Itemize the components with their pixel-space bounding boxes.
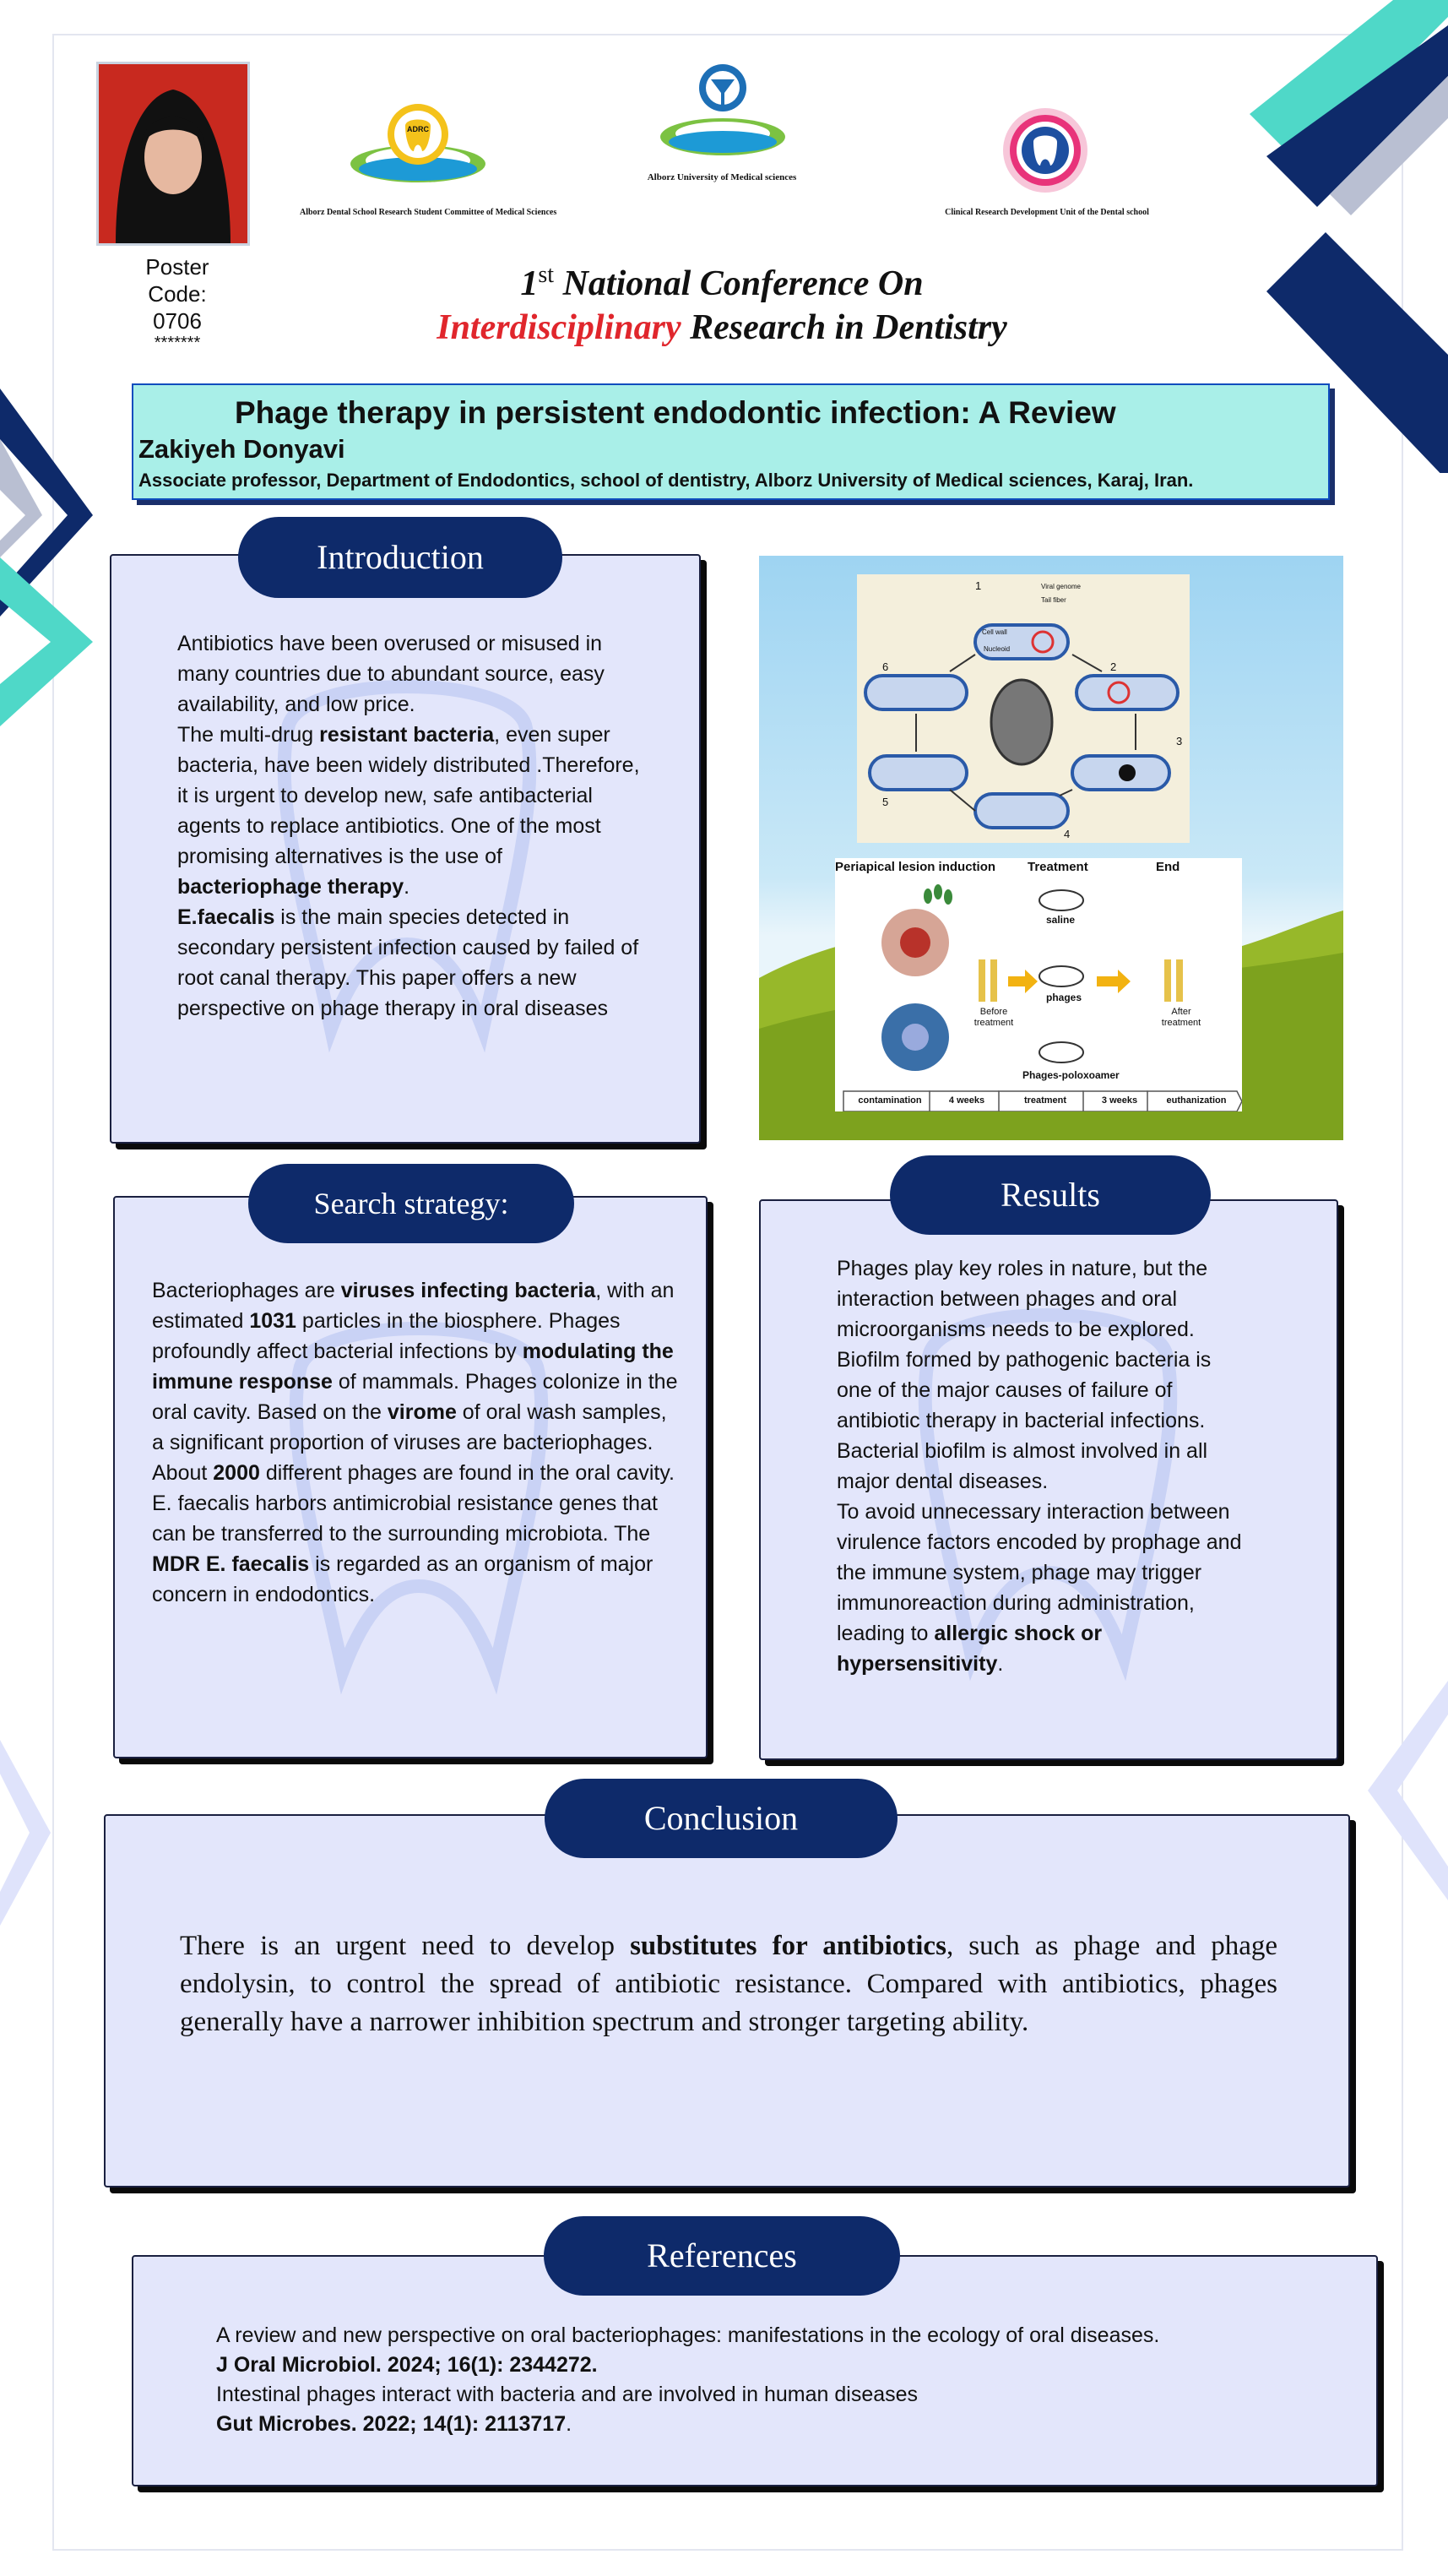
adrc-badge: ADRC: [407, 125, 429, 133]
introduction-panel: [110, 554, 701, 1144]
timeline-treatment: treatment: [1023, 1095, 1067, 1106]
poster-code-number: 0706: [153, 308, 202, 334]
search-strategy-heading: Search strategy:: [248, 1164, 574, 1243]
references-text: [216, 2321, 1348, 2439]
text-run-4: particles in the biosphere. Phages profoundly affect bacterial infections by: [152, 1309, 621, 1363]
experiment-phages-label: phages: [1046, 992, 1082, 1003]
bold-run-0: J Oral Microbiol. 2024; 16(1): 2344272.: [216, 2353, 598, 2377]
reference-2-citation: [216, 2410, 1348, 2439]
clinical-unit-caption: Clinical Research Development Unit of the Dental school: [945, 208, 1149, 217]
bold-run-0: Gut Microbes. 2022; 14(1): 2113717: [216, 2412, 567, 2436]
text-run-2: is regarded as an organism of major concern in endodontics.: [152, 1552, 653, 1606]
text-run-0: Antibiotics have been overused or misused in many countries due to abundant source, easy availability, and low price.: [177, 632, 605, 716]
conference-title-line-2-text: Research in Dentistry: [690, 308, 1007, 347]
poster-title: Phage therapy in persistent endodontic infection: A Review: [235, 395, 1116, 430]
reference-1-title: [216, 2321, 1348, 2350]
university-logo: [655, 61, 790, 162]
lifecycle-step-2: 2: [1110, 660, 1117, 673]
text-run-2: , such as phage and phage endolysin, to control the spread of antibiotic resistance. Compared with antibiotics, phages generally have a narrower inhibition spectrum and stronger targeting ability.: [180, 1931, 1278, 2037]
bold-run-9: 2000: [213, 1461, 260, 1485]
conclusion-panel: [104, 1814, 1350, 2187]
search-strategy-paragraph-2: [152, 1488, 684, 1610]
lifecycle-step-1: 1: [975, 579, 982, 592]
conclusion-paragraph-1: [180, 1927, 1277, 2041]
results-paragraph-1: [837, 1253, 1242, 1497]
bold-run-1: substitutes for antibiotics: [630, 1931, 946, 1961]
text-run-2: , even super bacteria, have been widely distributed .Therefore, it is urgent to develop new, safe antibacterial agents to replace antibiotics. One of the most promising alternatives is the use of: [177, 723, 640, 868]
timeline-3-weeks: 3 weeks: [1101, 1095, 1138, 1106]
results-panel: [759, 1199, 1338, 1760]
lifecycle-step-3: 3: [1176, 735, 1183, 747]
search-strategy-paragraph-1: [152, 1275, 684, 1488]
dental-student-committee-logo: [346, 88, 490, 198]
lifecycle-step-6: 6: [882, 660, 889, 673]
lifecycle-cell-wall-label: Cell wall: [982, 628, 1007, 636]
introduction-text: [177, 628, 650, 1024]
poster-code-stars: *******: [154, 334, 201, 352]
text-run-1: .: [566, 2412, 572, 2436]
text-run-6: of mammals. Phages colonize in the oral cavity. Based on the: [152, 1370, 678, 1424]
results-heading: Results: [890, 1155, 1211, 1235]
bold-run-1: resistant bacteria: [319, 723, 495, 747]
bold-run-1: MDR E. faecalis: [152, 1552, 310, 1576]
bold-run-7: virome: [387, 1400, 457, 1424]
reference-1-citation: [216, 2350, 1348, 2380]
lifecycle-nucleoid-label: Nucleoid: [984, 645, 1011, 653]
timeline-euthanization: euthanization: [1166, 1095, 1227, 1106]
author-affiliation: Associate professor, Department of Endodontics, school of dentistry, Alborz University of Medical sciences, Karaj, Iran.: [138, 470, 1194, 491]
reference-2-title: [216, 2380, 1348, 2410]
experiment-before-label: Before treatment: [973, 1007, 1014, 1028]
conference-title-line-1: [279, 253, 1165, 306]
poster-title-block: [132, 383, 1330, 500]
text-run-10: different phages are found in the oral cavity.: [259, 1461, 675, 1485]
text-run-0: Phages play key roles in nature, but the interaction between phages and oral microorganisms needs to be explored. Biofilm formed by pathogenic bacteria is one of the major causes of failure of antibiotic therapy in bacterial infections. Bacterial biofilm is almost involved in all major dental diseases.: [837, 1257, 1212, 1493]
decorative-faint-chevron-left: [0, 1740, 59, 1959]
bold-run-1: allergic shock or hypersensitivity: [837, 1622, 1103, 1676]
experiment-col-lesion: Periapical lesion induction: [835, 860, 996, 874]
author-photo: [96, 62, 250, 246]
conference-ordinal-number: 1: [520, 264, 539, 303]
conference-title-line-2: [279, 306, 1165, 350]
lifecycle-tail-fiber-label: Tail fiber: [1041, 596, 1066, 604]
conference-title: [279, 253, 1165, 350]
text-run-0: To avoid unnecessary interaction between virulence factors encoded by prophage and the immune system, phage may trigger immunoreaction during administration, leading to: [837, 1500, 1242, 1645]
text-run-2: , with an estimated: [152, 1279, 675, 1333]
introduction-heading: Introduction: [238, 517, 562, 598]
text-run-1: is the main species detected in secondary persistent infection caused by failed of root canal therapy. This paper offers a new perspective on phage therapy in oral diseases: [177, 905, 639, 1020]
text-run-0: The multi-drug: [177, 723, 320, 747]
text-run-8: of oral wash samples, a significant proportion of viruses are bacteriophages. About: [152, 1400, 667, 1485]
conference-ordinal-suffix: st: [538, 262, 555, 288]
search-strategy-panel: [113, 1196, 708, 1758]
conference-title-highlight: Interdisciplinary: [437, 308, 681, 347]
university-caption: Alborz University of Medical sciences: [647, 172, 797, 182]
experiment-saline-label: saline: [1046, 914, 1076, 926]
text-run-0: Bacteriophages are: [152, 1279, 341, 1302]
conference-title-line-1-text: National Conference On: [562, 264, 924, 303]
introduction-paragraph-1: [177, 628, 650, 720]
clinical-unit-logo: [1001, 106, 1089, 194]
decorative-chevrons-left: [0, 389, 101, 743]
text-run-2: .: [997, 1652, 1004, 1676]
results-text: [837, 1253, 1242, 1679]
poster-code-line-2: Code:: [148, 281, 207, 307]
bold-run-5: modulating the immune response: [152, 1340, 674, 1394]
lifecycle-step-5: 5: [882, 796, 889, 808]
introduction-paragraph-3: [177, 902, 650, 1024]
bold-run-1: viruses infecting bacteria: [340, 1279, 596, 1302]
poster-code: [127, 253, 228, 351]
dental-student-committee-caption: Alborz Dental School Research Student Committee of Medical Sciences: [300, 208, 557, 217]
text-run-0: Intestinal phages interact with bacteria and are involved in human diseases: [216, 2383, 919, 2406]
experiment-col-treatment: Treatment: [1028, 860, 1088, 874]
lifecycle-step-4: 4: [1064, 828, 1071, 840]
author-name: Zakiyeh Donyavi: [138, 434, 345, 464]
text-run-0: A review and new perspective on oral bacteriophages: manifestations in the ecology of oral diseases.: [216, 2323, 1160, 2347]
figure-panel: [759, 556, 1343, 1140]
experiment-diagram: [835, 858, 1242, 1111]
bold-run-0: E.faecalis: [177, 905, 275, 929]
text-run-0: E. faecalis harbors antimicrobial resistance genes that can be transferred to the surrounding microbiota. The: [152, 1492, 658, 1546]
lifecycle-viral-genome-label: Viral genome: [1041, 583, 1081, 590]
text-run-4: .: [404, 875, 410, 899]
results-paragraph-2: [837, 1497, 1242, 1679]
phage-lifecycle-diagram: [857, 574, 1190, 843]
timeline-4-weeks: 4 weeks: [948, 1095, 985, 1106]
decorative-faint-chevron-right: [1364, 1681, 1448, 1900]
experiment-col-end: End: [1156, 860, 1180, 874]
conclusion-heading: Conclusion: [545, 1779, 898, 1858]
experiment-phages-poloxamer-label: Phages-poloxoamer: [1022, 1069, 1120, 1081]
bold-run-3: 1031: [249, 1309, 296, 1333]
introduction-paragraph-2: [177, 720, 650, 902]
timeline-contamination: contamination: [858, 1095, 922, 1106]
references-heading: References: [544, 2216, 900, 2296]
poster-code-line-1: Poster: [145, 254, 209, 280]
conclusion-text: [180, 1927, 1277, 2041]
text-run-0: There is an urgent need to develop: [180, 1931, 631, 1961]
bold-run-3: bacteriophage therapy: [177, 875, 404, 899]
search-strategy-text: [152, 1275, 684, 1610]
experiment-after-label: After treatment: [1161, 1007, 1201, 1028]
